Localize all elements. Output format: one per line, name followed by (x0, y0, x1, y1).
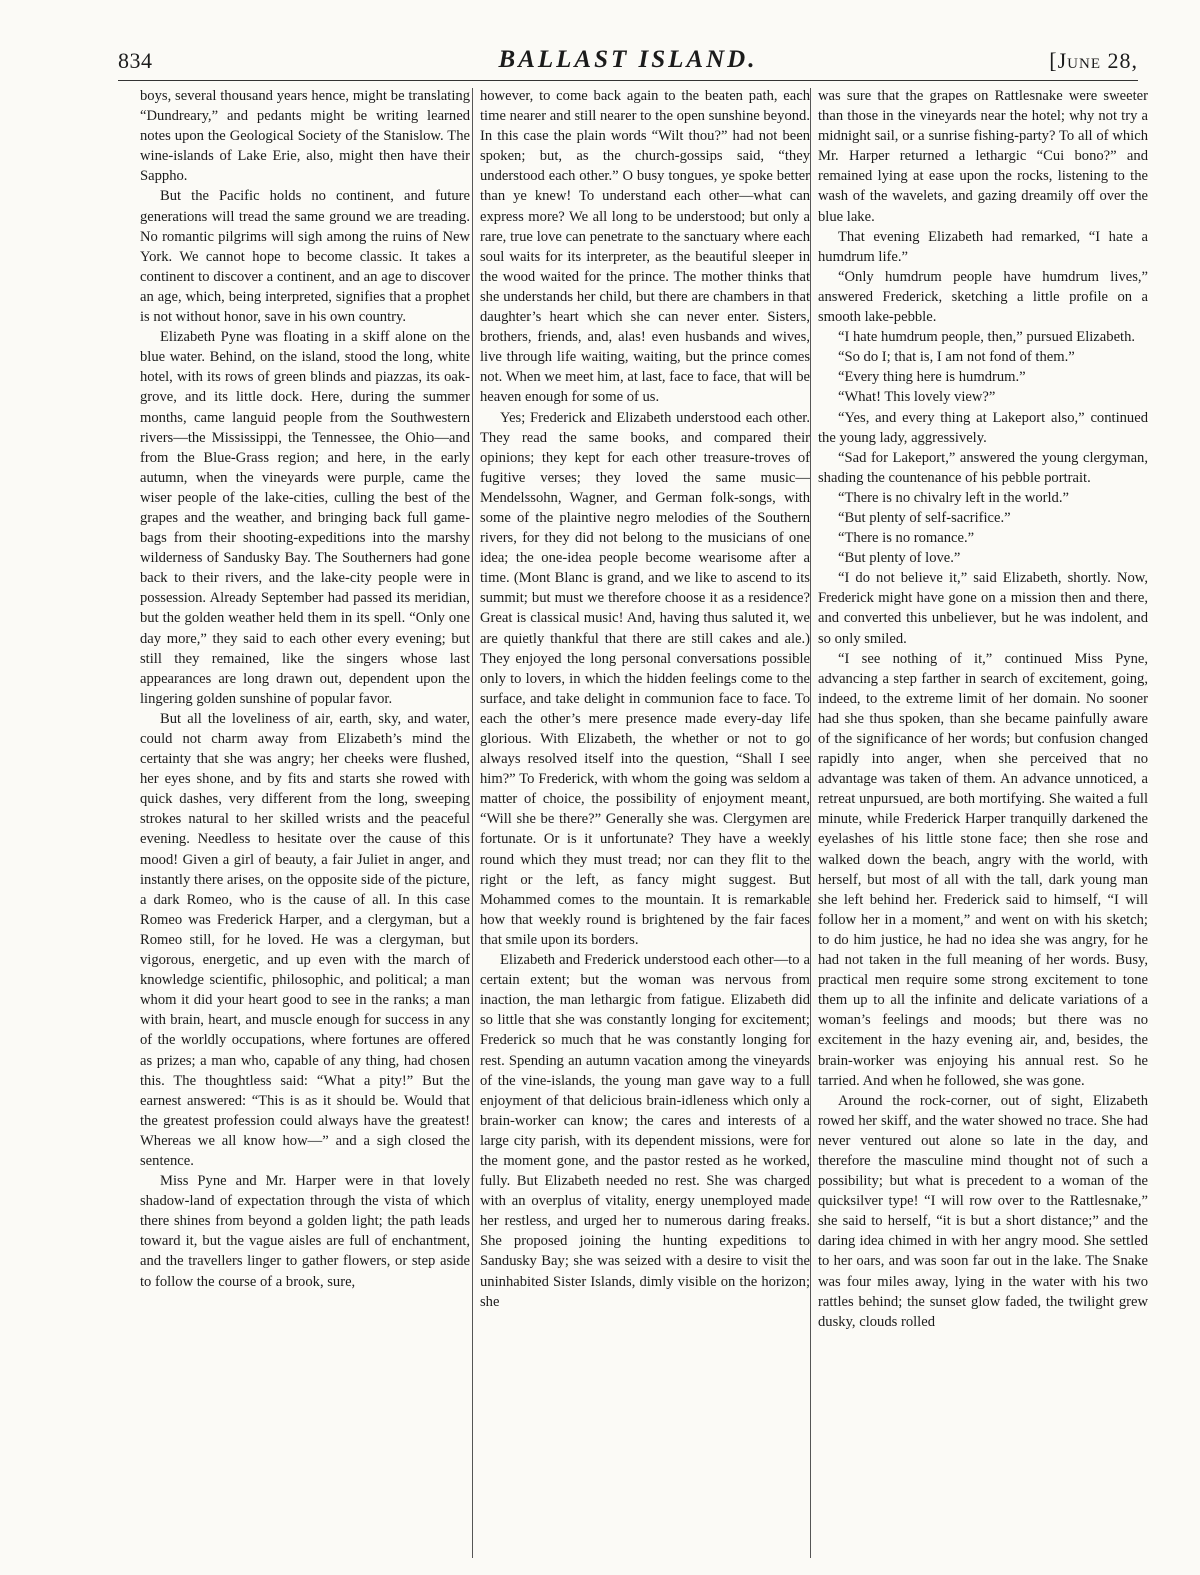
paragraph: Around the rock-corner, out of sight, Elizabeth rowed her skiff, and the water showed no trace. She had never ventured out alone so late in the day, and therefore the masculine mind thought not of such a possibility; but what is precedent to a woman of the quicksilver type! “I will row over to the Rattlesnake,” she said to herself, “it is but a short distance;” and the daring idea chimed in with her angry mood. She settled to her oars, and was soon far out in the lake. The Snake was four miles away, lying in the water with his two rattles behind; the sunset glow faded, the twilight grew dusky, clouds rolled (818, 1092, 1148, 1330)
paragraph: Elizabeth and Frederick understood each other—to a certain extent; but the woman was nervous from inaction, the man lethargic from fatigue. Elizabeth did so little that she was constantly longing for excitement; Frederick so much that he was constantly longing for rest. Spending an autumn vacation among the vineyards of the vine-islands, the young man gave way to a full enjoyment of that delicious brain-idleness which only a brain-worker can know; the cares and interests of a large city parish, with its dependent missions, were for the moment gone, and the pastor rested as he worked, fully. But Elizabeth needed no rest. She was charged with an overplus of vitality, energy unemployed made her restless, and urged her to numerous daring freaks. She proposed joining the hunting expeditions to Sandusky Bay; she was seized with a desire to visit the uninhabited Sister Islands, dimly visible on the horizon; she (480, 952, 810, 1310)
paragraph: But the Pacific holds no continent, and future generations will tread the same ground we are treading. No romantic pilgrims will sigh among the ruins of New York. We cannot hope to become classic. It takes a continent to discover a continent, and an age to discover an age, which, being interpreted, signifies that a prophet is not without honor, save in his own country. (140, 188, 470, 326)
paragraph: boys, several thousand years hence, might be translating “Dundreary,” and pedants might be writing learned notes upon the Geological Society of the Stanislow. The wine-islands of Lake Erie, also, might then have their Sappho. (140, 88, 470, 185)
paragraph: But all the loveliness of air, earth, sky, and water, could not charm away from Elizabeth’s mind the certainty that she was angry; her cheeks were flushed, her eyes shone, and by fits and starts she rowed with quick dashes, very different from the long, sweeping strokes natural to her skilled wrists and the peaceful evening. Needless to hesitate over the cause of this mood! Given a girl of beauty, a fair Juliet in anger, and instantly there arises, on the opposite side of the picture, a dark Romeo, who is the cause of all. In this case Romeo was Frederick Harper, and a clergyman, but a Romeo still, for he loved. He was a clergyman, but vigorous, energetic, and up even with the march of knowledge scientific, philosophic, and political; a man whom it did your heart good to see in the ranks; a man with brain, heart, and muscle enough for success in any of the worldly occupations, where fortunes are offered as prizes; a man who, capable of any thing, had chosen this. The thoughtless said: “What a pity!” But the earnest answered: “This is as it should be. Would that the greatest profession could always have the greatest! Whereas we all know how—” and a sigh closed the sentence. (140, 710, 470, 1169)
paragraph: was sure that the grapes on Rattlesnake were sweeter than those in the vineyards near the hotel; why not try a midnight sail, or a sunrise fishing-party? To all of which Mr. Harper returned a lethargic “Cui bono?” and remained lying at ease upon the rocks, listening to the wash of the wavelets, and gazing dreamily off over the blue lake. (818, 88, 1148, 225)
page-number: 834 (118, 48, 153, 73)
paragraph: That evening Elizabeth had remarked, “I hate a humdrum life.” (818, 228, 1148, 265)
header-rule (118, 80, 1138, 81)
paragraph: Miss Pyne and Mr. Harper were in that lovely shadow-land of expectation through the vista of which there shines from beyond a golden light; the path leads toward it, but the vague aisles are full of enchantment, and the travellers linger to gather flowers, or step aside to follow the course of a brook, sure, (140, 1173, 470, 1290)
text-column-2 (480, 86, 810, 1566)
column-divider (810, 88, 811, 1558)
paragraph: “What! This lovely view?” (838, 389, 996, 406)
text-column-3 (818, 86, 1148, 1566)
text-column-1 (140, 86, 470, 1566)
paragraph: “Only humdrum people have humdrum lives,” answered Frederick, sketching a little profile on a smooth lake-pebble. (818, 268, 1148, 326)
running-title: BALLAST ISLAND. (498, 46, 758, 73)
paragraph: however, to come back again to the beaten path, each time nearer and still nearer to the open sunshine beyond. In this case the plain words “Wilt thou?” had not been spoken; but, as the church-gossips said, “they understood each other.” O busy tongues, ye spoke better than ye knew! To understand each other—what can express more? We all long to be understood; but only a rare, true love can penetrate to the sanctuary where each soul waits for its interpreter, as the beautiful sleeper in the wood waited for the prince. The mother thinks that she understands her child, but there are chambers in that daughter’s heart which she can never enter. Sisters, brothers, friends, and, alas! even husbands and wives, live through life waiting, waiting, but the prince comes not. When we meet him, at last, face to face, that will be heaven enough for some of us. (480, 88, 810, 406)
column-divider (472, 88, 473, 1558)
paragraph: “Yes, and every thing at Lakeport also,” continued the young lady, aggressively. (818, 409, 1148, 446)
paragraph: “But plenty of love.” (838, 550, 961, 567)
paragraph: “I see nothing of it,” continued Miss Pyne, advancing a step farther in search of excitement, going, indeed, to the extreme limit of her domain. No sooner had she thus spoken, than she became painfully aware of the significance of her words; but confusion changed rapidly into anger, when she perceived that no advantage was taken of them. An advance unnoticed, a retreat unpursued, are both mortifying. She waited a full minute, while Frederick Harper tranquilly darkened the eyelashes of his little stone face; then she rose and walked down the beach, angry with the world, with herself, but most of all with the tall, dark young man she left behind her. Frederick said to himself, “I will follow her in a moment,” and went on with his sketch; to do him justice, he had no idea she was angry, for he had not taken in the full meaning of her words. Busy, practical men require some strong excitement to tone them up to all the infinite and delicate variations of a woman’s feelings and moods; but there was no excitement in the hazy evening air, and, besides, the brain-worker was enjoying his annual rest. So he tarried. And when he followed, she was gone. (818, 650, 1148, 1089)
issue-date: [June 28, (1049, 48, 1138, 73)
running-header (118, 42, 1138, 76)
paragraph: “I do not believe it,” said Elizabeth, shortly. Now, Frederick might have gone on a mission then and there, and converted this unbeliever, but he was indolent, and so only smiled. (818, 570, 1148, 647)
paragraph: “There is no romance.” (838, 530, 975, 547)
paragraph: Yes; Frederick and Elizabeth understood each other. They read the same books, and compared their opinions; they kept for each other treasure-troves of fugitive verses; they loved the same music—Mendelssohn, Wagner, and German folk-songs, with some of the plaintive negro melodies of the Southern rivers, for they did not belong to the musicians of one idea; the one-idea people become wearisome after a time. (Mont Blanc is grand, and we like to ascend to its summit; but must we therefore choose it as a residence? Great is classical music! And, having thus saluted it, we are quietly thankful that there are still cakes and ale.) They enjoyed the long personal conversations possible only to lovers, in which the hidden feelings come to the surface, and take delight in communion face to face. To each the other’s mere presence made every-day life glorious. With Elizabeth, the whether or not to go always resolved itself into the question, “Shall I see him?” To Frederick, with whom the going was seldom a matter of choice, the possibility of enjoyment meant, “Will she be there?” Generally she was. Clergymen are fortunate. Or is it unfortunate? They have a weekly round which they must tread; nor can they flit to the right or the left, as fancy might suggest. But Mohammed comes to the mountain. It is remarkable how that weekly round is brightened by the fair faces that smile upon its borders. (480, 409, 810, 948)
paragraph: Elizabeth Pyne was floating in a skiff alone on the blue water. Behind, on the island, stood the long, white hotel, with its rows of green blinds and piazzas, its oak-grove, and its little dock. Here, during the summer months, came languid people from the Southwestern rivers—the Mississippi, the Tennessee, the Ohio—and from the Blue-Grass region; and here, in the early autumn, when the vineyards were purple, came the wiser people of the lake-cities, culling the best of the grapes and the weather, and bringing back full game-bags from their shooting-expeditions into the marshy wilderness of Sandusky Bay. The Southerners had gone back to their rivers, and the lake-city people were in possession. Already September had passed its meridian, but the golden weather held them in its spell. “Only one day more,” they said to each other every evening; but still they remained, like the singers whose last appearances are long drawn out, dependent upon the lingering golden sunshine of popular favor. (140, 329, 470, 707)
paragraph: “I hate humdrum people, then,” pursued Elizabeth. (838, 329, 1136, 346)
paragraph: “But plenty of self-sacrifice.” (838, 509, 1011, 526)
paragraph: “Every thing here is humdrum.” (838, 369, 1026, 386)
paragraph: “Sad for Lakeport,” answered the young clergyman, shading the countenance of his pebble portrait. (818, 449, 1148, 486)
paragraph: “There is no chivalry left in the world.” (838, 489, 1069, 506)
paragraph: “So do I; that is, I am not fond of them.” (838, 349, 1075, 366)
